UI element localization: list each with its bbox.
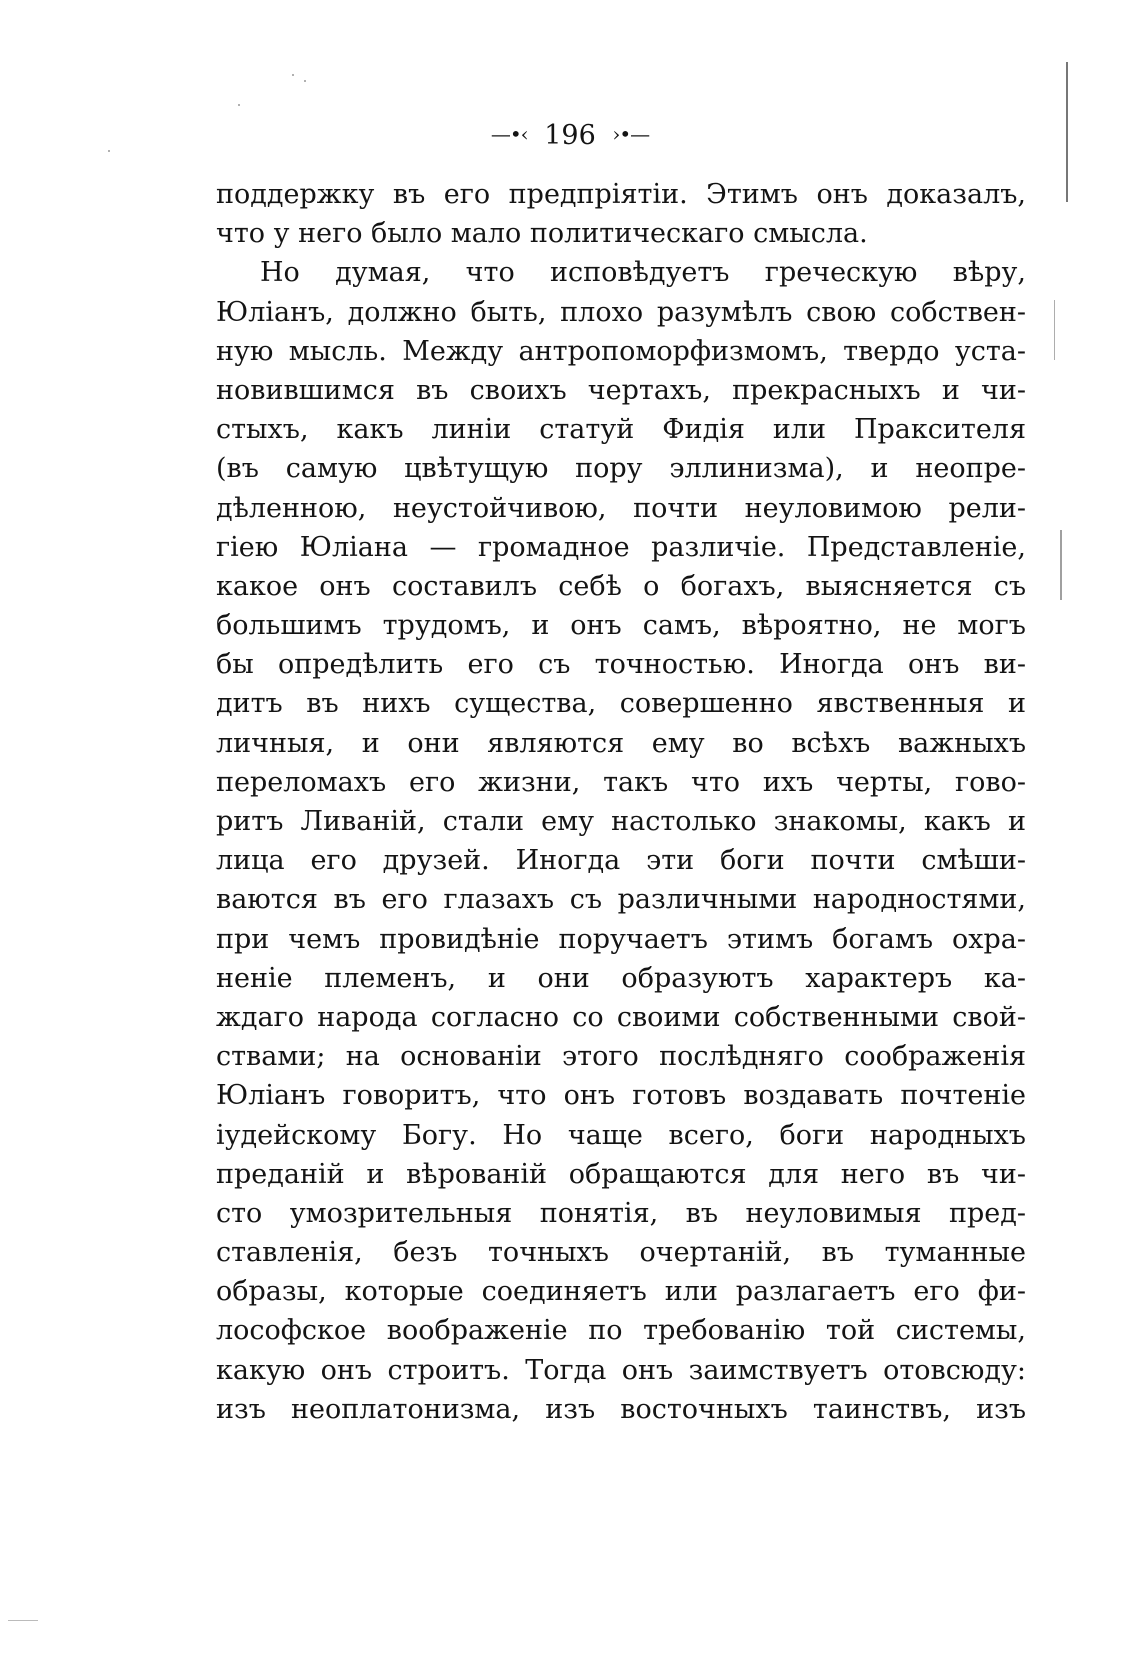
text-line: лица его друзей. Иногда эти боги почти смѣши- [216, 845, 1026, 877]
text-line: дѣленною, неустойчивою, почти неуловимою рели- [216, 492, 1026, 524]
body-text [216, 175, 1026, 1429]
text-line: дитъ въ нихъ существа, совершенно явственныя и [216, 688, 1026, 720]
text-line: поддержку въ его предпріятіи. Этимъ онъ доказалъ, [216, 179, 1026, 210]
text-line: при чемъ провидѣніе поручаетъ этимъ богамъ охра- [216, 923, 1026, 955]
text-line: іудейскому Богу. Но чаще всего, боги народныхъ [216, 1119, 1026, 1151]
text-line: Юліанъ, должно быть, плохо разумѣлъ свою собствен- [216, 296, 1026, 328]
text-line: ставленія, безъ точныхъ очертаній, въ туманные [216, 1237, 1026, 1269]
text-line: неніе племенъ, и они образуютъ характеръ ка- [216, 962, 1026, 994]
text-line: Юліанъ говоритъ, что онъ готовъ воздавать почтеніе [216, 1080, 1026, 1112]
scan-edge-line [1054, 300, 1055, 360]
text-line: стыхъ, какъ линіи статуй Фидія или Праксителя [216, 414, 1026, 446]
scan-edge-line [1060, 530, 1062, 600]
text-line: новившимся въ своихъ чертахъ, прекрасныхъ и чи- [216, 374, 1026, 406]
text-line: (въ самую цвѣтущую пору эллинизма), и неопре- [216, 453, 1026, 485]
text-line: Но думая, что исповѣдуетъ греческую вѣру, [260, 257, 1026, 289]
page-header [0, 114, 1140, 156]
scan-speck [108, 150, 110, 152]
scan-edge-line [1066, 62, 1068, 202]
text-line: преданій и вѣрованій обращаются для него въ чи- [216, 1158, 1026, 1190]
text-line: ваются въ его глазахъ съ различными народностями, [216, 884, 1026, 916]
scan-speck [238, 104, 240, 106]
header-ornament-left: —•‹ [490, 122, 528, 146]
scan-speck [292, 74, 294, 76]
page-number: 196 [544, 120, 596, 151]
text-line: переломахъ его жизни, такъ что ихъ черты, гово- [216, 766, 1026, 798]
text-line: ную мысль. Между антропоморфизмомъ, твердо уста- [216, 335, 1026, 367]
text-line: какую онъ строитъ. Тогда онъ заимствуетъ отовсюду: [216, 1354, 1026, 1386]
text-line: гіею Юліана — громадное различіе. Представленіе, [216, 531, 1026, 563]
text-line: ждаго народа согласно со своими собственными свой- [216, 1001, 1026, 1033]
text-line: сто умозрительныя понятія, въ неуловимыя пред- [216, 1197, 1026, 1229]
scan-edge-line [8, 1620, 38, 1621]
text-line: ритъ Ливаній, стали ему настолько знакомы, какъ и [216, 806, 1026, 837]
text-line: большимъ трудомъ, и онъ самъ, вѣроятно, не могъ [216, 610, 1026, 642]
scan-speck [304, 80, 306, 82]
text-line: что у него было мало политическаго смысла. [216, 218, 868, 250]
text-line: лософское воображеніе по требованію той системы, [216, 1315, 1026, 1347]
text-line: какое онъ составилъ себѣ о богахъ, выясняется съ [216, 570, 1026, 602]
text-line: образы, которые соединяетъ или разлагаетъ его фи- [216, 1276, 1026, 1308]
text-line: бы опредѣлить его съ точностью. Иногда онъ ви- [216, 649, 1026, 681]
text-line: ствами; на основаніи этого послѣдняго соображенія [216, 1041, 1026, 1073]
text-line: личныя, и они являются ему во всѣхъ важныхъ [216, 727, 1026, 759]
header-ornament-right: ›•— [612, 122, 650, 146]
text-line: изъ неоплатонизма, изъ восточныхъ таинствъ, изъ [216, 1393, 1026, 1425]
